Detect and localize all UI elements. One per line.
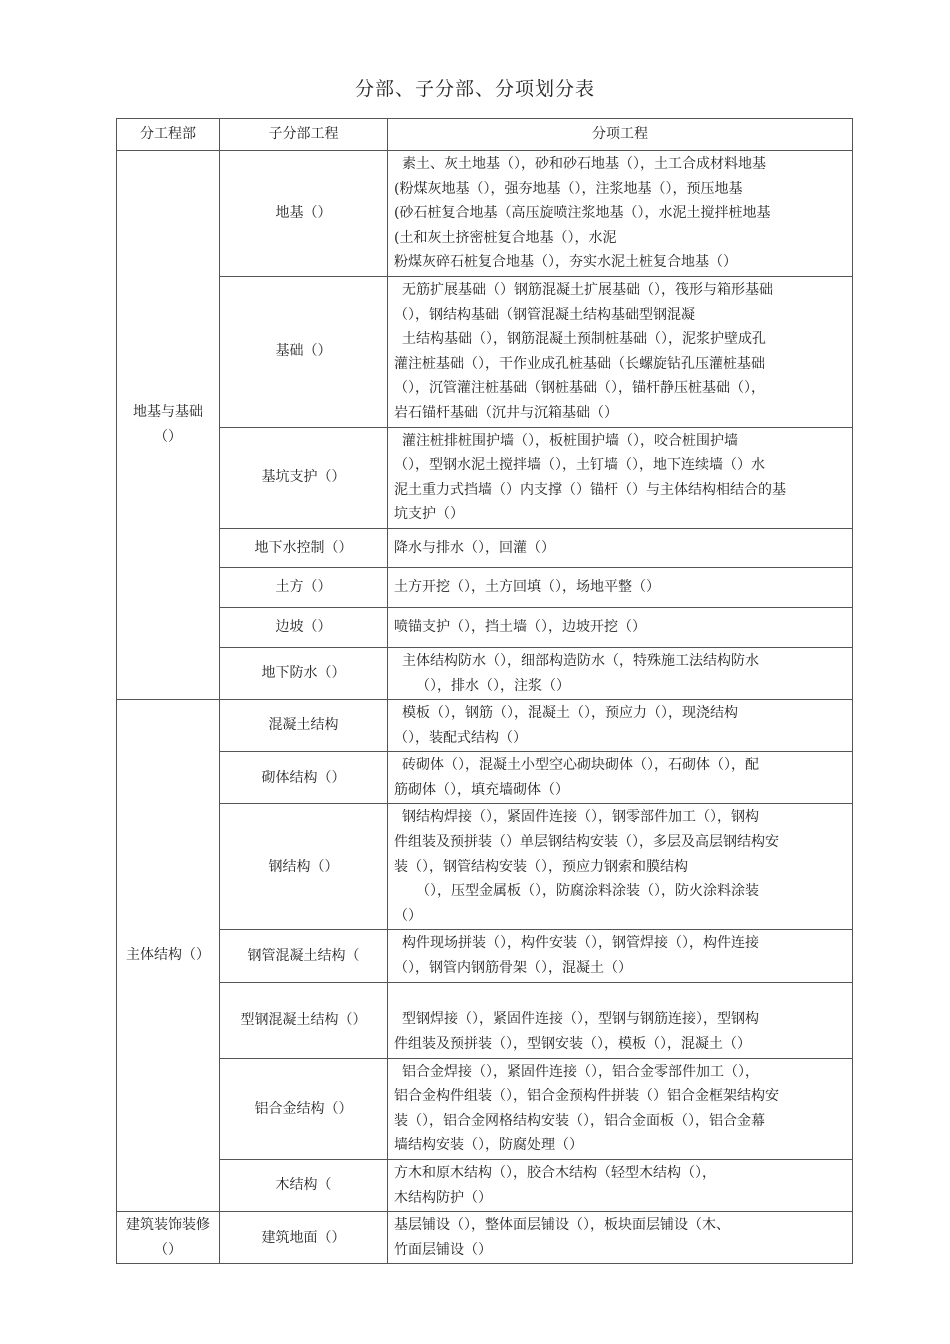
table-header-row [117, 119, 853, 151]
item-line: 筋砌体（），填充墙砌体（） [394, 781, 569, 798]
item-line: (粉煤灰地基（），强夯地基（），注浆地基（），预压地基 [394, 180, 743, 197]
item-line: 装（），钢管结构安装（），预应力钢索和膜结构 [394, 858, 688, 875]
item-line: 砖砌体（），混凝土小型空心砌块砌体（），石砌体（），配 [402, 757, 759, 774]
items-cell [388, 1212, 853, 1264]
items-cell [388, 528, 853, 567]
item-line: （），装配式结构（） [394, 729, 527, 746]
sub-division-label: 型钢混凝土结构（） [240, 1011, 367, 1028]
table-row [117, 752, 853, 804]
item-line: 主体结构防水（），细部构造防水（，特殊施工法结构防水 [402, 652, 759, 669]
item-line: 土方开挖（），土方回填（），场地平整（） [394, 579, 660, 596]
sub-division-cell [220, 1212, 388, 1264]
table-row [117, 607, 853, 647]
item-line: 坑支护（） [394, 506, 464, 523]
sub-division-label: 基础（） [275, 343, 332, 360]
item-line: （），沉管灌注桩基础（钢桩基础（），锚杆静压桩基础（）， [394, 380, 765, 397]
sub-division-cell [220, 276, 388, 427]
sub-division-label: 钢结构（） [268, 858, 339, 875]
item-line: (砂石桩复合地基（高压旋喷注浆地基（），水泥土搅拌桩地基 [394, 205, 771, 222]
division-cell [117, 151, 220, 700]
item-line: （），钢管内钢筋骨架（），混凝土（） [394, 960, 632, 977]
item-line: （），压型金属板（），防腐涂料涂装（），防火涂料涂装 [416, 883, 759, 900]
item-line: 件组装及预拼装（）单层钢结构安装（），多层及高层钢结构安 [394, 834, 779, 851]
sub-division-label: 土方（） [275, 579, 332, 596]
item-line: 铝合金焊接（），紧固件连接（），铝合金零部件加工（）， [402, 1063, 759, 1080]
item-line: 装（），铝合金网格结构安装（），铝合金面板（），铝合金幕 [394, 1112, 765, 1129]
items-cell [388, 1160, 853, 1212]
header-sub-division: 子分部工程 [220, 119, 388, 151]
items-cell [388, 804, 853, 930]
sub-division-label: 地基（） [275, 205, 332, 222]
sub-division-cell [220, 427, 388, 528]
sub-division-cell [220, 528, 388, 567]
item-line: 素土、灰土地基（），砂和砂石地基（），土工合成材料地基 [402, 156, 766, 172]
division-label: 建筑装饰装修（） [126, 1217, 210, 1258]
table-row [117, 567, 853, 607]
item-line: (土和灰土挤密桩复合地基（），水泥 [394, 229, 617, 246]
items-cell [388, 567, 853, 607]
table-row [117, 804, 853, 930]
item-line: 墙结构安装（），防腐处理（） [394, 1137, 583, 1154]
page-title: 分部、子分部、分项划分表 [354, 78, 595, 100]
item-line: 喷锚支护（），挡土墙（），边坡开挖（） [394, 619, 646, 636]
division-cell [117, 1212, 220, 1264]
sub-division-cell [220, 151, 388, 277]
sub-division-cell [220, 804, 388, 930]
item-line: 铝合金构件组装（），铝合金预构件拼装（）铝合金框架结构安 [394, 1088, 779, 1105]
item-line: 件组装及预拼装（），型钢安装（），模板（），混凝土（） [394, 1036, 751, 1053]
items-cell [388, 1058, 853, 1159]
sub-division-label: 砌体结构（） [261, 769, 346, 786]
table-row [117, 1212, 853, 1264]
items-cell [388, 700, 853, 752]
item-line: 模板（），钢筋（），混凝土（），预应力（），现浇结构 [402, 705, 738, 722]
table-row [117, 647, 853, 699]
sub-division-cell [220, 647, 388, 699]
table-row [117, 528, 853, 567]
items-cell [388, 276, 853, 427]
header-items: 分项工程 [388, 119, 853, 151]
table-row [117, 930, 853, 982]
item-line: 灌注桩基础（），干作业成孔桩基础（长螺旋钻孔压灌桩基础 [394, 355, 765, 372]
table-row [117, 1058, 853, 1159]
division-table [116, 118, 853, 1264]
item-line: 岩石锚杆基础（沉井与沉箱基础（） [394, 404, 618, 421]
item-line: 构件现场拼装（），构件安装（），钢管焊接（），构件连接 [402, 935, 759, 952]
table-row [117, 982, 853, 1058]
header-division: 分工程部 [117, 119, 220, 151]
items-cell [388, 752, 853, 804]
sub-division-cell [220, 930, 388, 982]
sub-division-cell [220, 607, 388, 647]
item-line: （），型钢水泥土搅拌墙（），土钉墙（），地下连续墙（）水 [394, 457, 765, 474]
items-cell [388, 930, 853, 982]
sub-division-label: 铝合金结构（） [254, 1100, 353, 1117]
sub-division-label: 钢管混凝土结构（ [247, 947, 360, 964]
table-row [117, 700, 853, 752]
item-line: （），钢结构基础（钢管混凝土结构基础型钢混凝 [394, 306, 695, 323]
sub-division-label: 地下水控制（） [254, 539, 353, 556]
table-row [117, 1160, 853, 1212]
sub-division-cell [220, 700, 388, 752]
table-row [117, 276, 853, 427]
item-line: 粉煤灰碎石桩复合地基（），夯实水泥土桩复合地基（） [394, 254, 737, 271]
items-cell [388, 607, 853, 647]
division-label: 主体结构（） [126, 947, 210, 964]
item-line: 降水与排水（），回灌（） [394, 539, 555, 556]
item-line: 无筋扩展基础（）钢筋混凝土扩展基础（），筏形与箱形基础 [402, 281, 773, 298]
sub-division-label: 建筑地面（） [261, 1229, 346, 1246]
sub-division-label: 基坑支护（） [261, 469, 346, 486]
item-line: （） [394, 907, 422, 924]
sub-division-cell [220, 1160, 388, 1212]
items-cell [388, 427, 853, 528]
items-cell [388, 982, 853, 1058]
item-line: 钢结构焊接（），紧固件连接（），钢零部件加工（），钢构 [402, 809, 759, 826]
item-line: 方木和原木结构（），胶合木结构（轻型木结构（）， [394, 1165, 716, 1182]
sub-division-label: 混凝土结构 [268, 717, 339, 734]
item-line: 木结构防护（） [394, 1189, 492, 1206]
item-line: 竹面层铺设（） [394, 1241, 492, 1258]
item-line: （），排水（），注浆（） [416, 677, 570, 694]
division-cell [117, 700, 220, 1212]
sub-division-label: 木结构（ [275, 1177, 332, 1194]
sub-division-cell [220, 1058, 388, 1159]
items-cell [388, 647, 853, 699]
sub-division-label: 边坡（） [275, 619, 332, 636]
sub-division-cell [220, 982, 388, 1058]
item-line: 泥土重力式挡墙（）内支撑（）锚杆（）与主体结构相结合的基 [394, 481, 786, 498]
division-label: 地基与基础（） [133, 404, 203, 446]
sub-division-label: 地下防水（） [261, 665, 346, 682]
table-row [117, 151, 853, 277]
item-line: 土结构基础（），钢筋混凝土预制桩基础（），泥浆护壁成孔 [402, 331, 766, 348]
table-row [117, 427, 853, 528]
items-cell [388, 151, 853, 277]
item-line: 灌注桩排桩围护墙（），板桩围护墙（），咬合桩围护墙 [402, 432, 738, 449]
item-line: 基层铺设（），整体面层铺设（），板块面层铺设（木、 [394, 1217, 730, 1234]
sub-division-cell [220, 752, 388, 804]
item-line: 型钢焊接（），紧固件连接（），型钢与钢筋连接），型钢构 [402, 1011, 759, 1028]
sub-division-cell [220, 567, 388, 607]
